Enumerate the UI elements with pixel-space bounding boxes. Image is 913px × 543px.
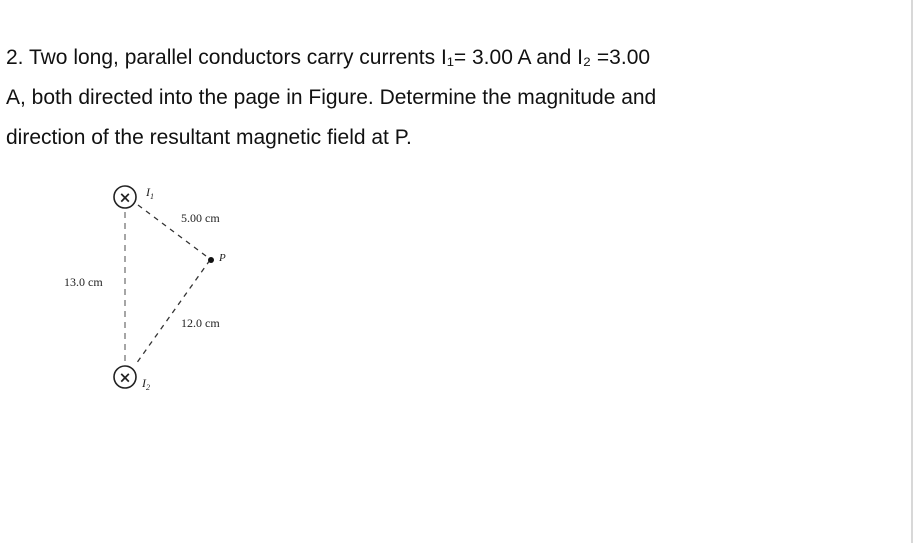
point-p-dot xyxy=(208,257,214,263)
label-separation-13cm: 13.0 cm xyxy=(64,275,103,289)
into-page-icon: × xyxy=(118,368,132,387)
problem-line-1: 2. Two long, parallel conductors carry currents I₁= 3.00 A and I₂ =3.00 xyxy=(6,46,651,69)
label-current-2: $I_2$ xyxy=(142,376,150,392)
conductor-1 xyxy=(114,186,136,208)
label-distance-5cm: 5.00 cm xyxy=(181,211,220,225)
label-distance-12cm: 12.0 cm xyxy=(181,316,220,330)
problem-line-2: A, both directed into the page in Figure. Determine the magnitude and xyxy=(6,86,657,109)
wire2-to-p-dashed-line xyxy=(136,260,210,364)
problem-line-3: direction of the resultant magnetic field at P. xyxy=(6,126,412,149)
into-page-icon: × xyxy=(118,188,132,207)
label-current-1: $I_1$ xyxy=(146,185,154,201)
label-point-p: P xyxy=(219,252,226,264)
conductor-2 xyxy=(114,366,136,388)
